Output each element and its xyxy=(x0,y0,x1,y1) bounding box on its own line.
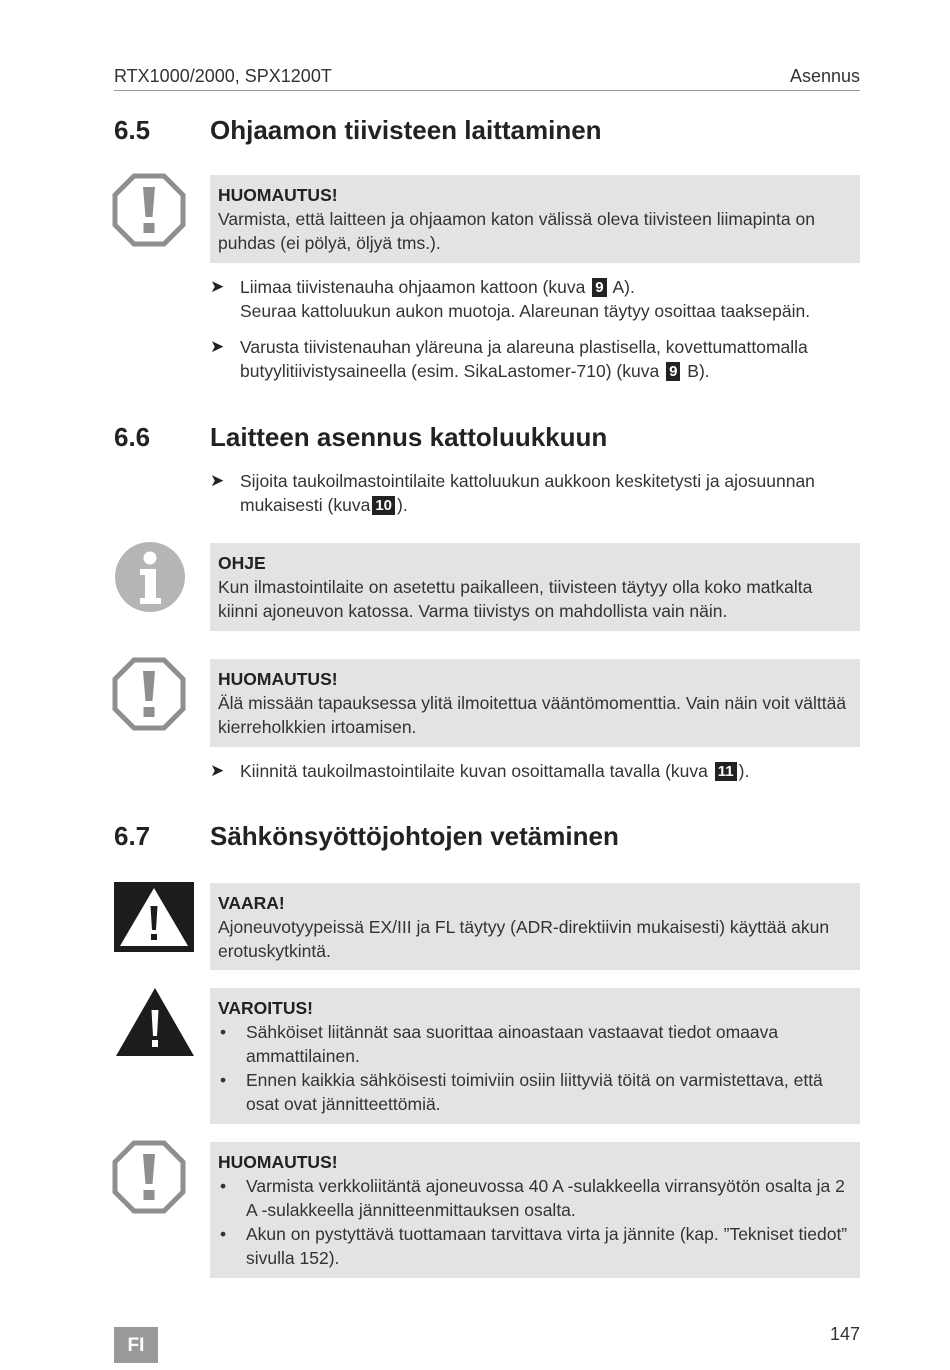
instruction-step xyxy=(210,759,860,783)
info-label: OHJE xyxy=(218,553,266,573)
warning-box xyxy=(210,988,860,1124)
notice-text: Varmista, että laitteen ja ohjaamon katon välissä oleva tiivisteen liimapinta on puhdas (ei pölyä, öljyä tms.). xyxy=(218,209,815,253)
notice-octagon-icon xyxy=(112,657,186,731)
page-number: 147 xyxy=(829,1324,860,1344)
notice-box xyxy=(210,659,860,747)
step-text: Kiinnitä taukoilmastointilaite kuvan osoittamalla tavalla (kuva 11 ). xyxy=(240,761,750,781)
list-item: • Varmista verkkoliitäntä ajoneuvossa 40 A -sulakkeella virransyötön osalta ja 2 A -sulakkeella jännitteenmittauksen osalta. xyxy=(220,1176,845,1220)
notice-label: HUOMAUTUS! xyxy=(218,185,338,205)
section-title: Laitteen asennus kattoluukkuun xyxy=(210,422,608,452)
notice-octagon-icon xyxy=(112,1140,186,1214)
section-number: 6.5 xyxy=(114,115,151,145)
arrow-icon: ➤ xyxy=(210,471,225,490)
list-item: • Sähköiset liitännät saa suorittaa ainoastaan vastaavat tiedot omaava ammattilainen. xyxy=(220,1022,779,1066)
step-text: Sijoita taukoilmastointilaite kattoluukun aukkoon keskitetysti ja ajosuunnan mukaisesti (kuva 10 ). xyxy=(240,471,815,515)
notice-octagon-icon xyxy=(112,173,186,247)
warning-triangle-icon xyxy=(114,986,196,1058)
section-number: 6.6 xyxy=(114,422,151,452)
notice-label: HUOMAUTUS! xyxy=(218,1152,338,1172)
header-chapter: Asennus xyxy=(789,66,860,86)
figure-ref: 9 xyxy=(592,278,606,297)
list-item: • Akun on pystyttävä tuottamaan tarvittava virta ja jännite (kap. ”Tekniset tiedot” sivulla 152). xyxy=(220,1224,848,1268)
instruction-step xyxy=(210,335,860,383)
figure-ref: 11 xyxy=(715,762,737,781)
danger-text: Ajoneuvotyypeissä EX/III ja FL täytyy (ADR-direktiivin mukaisesti) käyttää akun erotuskytkintä. xyxy=(218,917,830,961)
step-text: Varusta tiivistenauhan yläreuna ja alareuna plastisella, kovettumattomalla butyylitiivistysaineella (esim. SikaLastomer-710) (kuva 9 B). xyxy=(240,337,808,381)
list-item: • Ennen kaikkia sähköisesti toimiviin osiin liittyviä töitä on varmistettava, että osat ovat jännitteettömiä. xyxy=(220,1070,823,1114)
notice-box xyxy=(210,175,860,263)
language-badge: FI xyxy=(114,1327,158,1363)
notice-box xyxy=(210,1142,860,1278)
notice-label: HUOMAUTUS! xyxy=(218,669,338,689)
info-box xyxy=(210,543,860,631)
section-number: 6.7 xyxy=(114,821,151,851)
arrow-icon: ➤ xyxy=(210,761,225,780)
warning-list xyxy=(218,1020,850,1116)
instruction-step xyxy=(210,469,860,517)
figure-ref: 10 xyxy=(372,496,395,515)
info-icon xyxy=(114,541,186,613)
figure-ref: 9 xyxy=(666,362,680,381)
header-model: RTX1000/2000, SPX1200T xyxy=(114,66,332,86)
step-text: Liimaa tiivistenauha ohjaamon kattoon (kuva 9 A). xyxy=(240,277,635,297)
danger-label: VAARA! xyxy=(218,893,285,913)
section-title: Sähkönsyöttöjohtojen vetäminen xyxy=(210,821,619,851)
info-text: Kun ilmastointilaite on asetettu paikalleen, tiivisteen täytyy olla koko matkalta kiinni ajoneuvon katossa. Varma tiivistys on mahdollista vain näin. xyxy=(218,577,813,621)
arrow-icon: ➤ xyxy=(210,277,225,296)
instruction-step xyxy=(210,275,860,323)
page-header xyxy=(114,66,860,91)
notice-text: Älä missään tapauksessa ylitä ilmoitettua vääntömomenttia. Vain näin voit välttää kierreholkkien irtoamisen. xyxy=(218,693,847,737)
danger-box xyxy=(210,883,860,970)
warning-label: VAROITUS! xyxy=(218,998,313,1018)
arrow-icon: ➤ xyxy=(210,337,225,356)
step-text-line2: Seuraa kattoluukun aukon muotoja. Alareunan täytyy osoittaa taaksepäin. xyxy=(240,301,811,321)
notice-list xyxy=(218,1174,850,1270)
danger-icon xyxy=(114,882,194,952)
section-title: Ohjaamon tiivisteen laittaminen xyxy=(210,115,602,145)
